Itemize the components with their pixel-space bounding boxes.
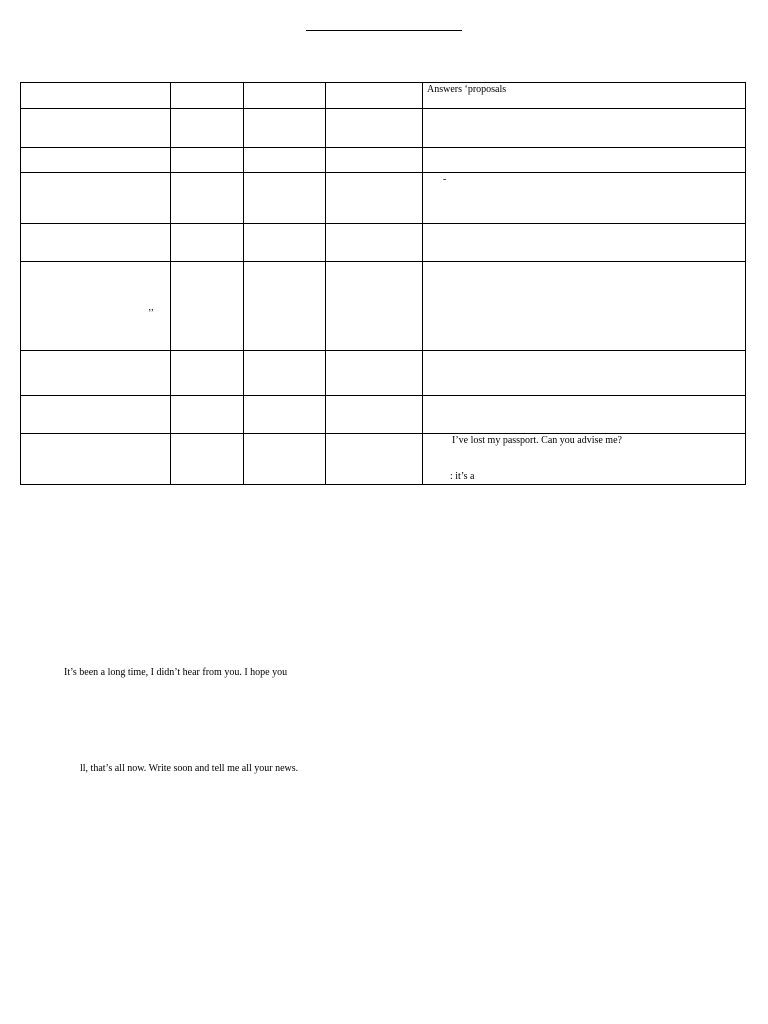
- table-cell: [423, 109, 746, 148]
- table-cell: [244, 434, 326, 485]
- answers-header-cell: [423, 83, 746, 109]
- table-row: [21, 434, 746, 485]
- letter-closing-line: ll, that’s all now. Write soon and tell me all your news.: [80, 763, 299, 774]
- table-cell: [171, 262, 244, 351]
- table-cell: [244, 262, 326, 351]
- table-cell: [423, 396, 746, 434]
- table-cell: [326, 351, 423, 396]
- table-cell: [244, 351, 326, 396]
- table-cell: [21, 262, 171, 351]
- table-cell: [171, 224, 244, 262]
- letter-opening-line: It’s been a long time, I didn’t hear from you. I hope you: [64, 667, 288, 678]
- table-cell: [326, 148, 423, 173]
- quote-mark: ’’: [148, 308, 154, 319]
- table-row: [21, 351, 746, 396]
- table-cell: [171, 109, 244, 148]
- table-cell: [171, 148, 244, 173]
- table-cell: [21, 173, 171, 224]
- table-cell: [326, 109, 423, 148]
- table-cell: [21, 224, 171, 262]
- passport-reply: : it’s a: [450, 471, 475, 482]
- table-cell: [171, 434, 244, 485]
- table-cell: [21, 109, 171, 148]
- table-cell: [244, 109, 326, 148]
- table-cell: [244, 173, 326, 224]
- table-cell: [244, 224, 326, 262]
- table-row: [21, 148, 746, 173]
- table-cell: [171, 83, 244, 109]
- table-cell: [244, 396, 326, 434]
- table-row: [21, 396, 746, 434]
- dash-mark: -: [443, 174, 447, 185]
- table-cell: [326, 173, 423, 224]
- table-cell: [21, 148, 171, 173]
- table-row: [21, 109, 746, 148]
- table-row: [21, 173, 746, 224]
- table-cell: [423, 351, 746, 396]
- table-cell: [326, 224, 423, 262]
- table-cell: [21, 83, 171, 109]
- table-cell: [423, 434, 746, 485]
- table-cell: [171, 351, 244, 396]
- table-row: [21, 224, 746, 262]
- table-cell: [326, 83, 423, 109]
- table-cell: [423, 262, 746, 351]
- table-cell: [244, 148, 326, 173]
- table-cell: [171, 396, 244, 434]
- table-cell: [326, 434, 423, 485]
- table-row: [21, 262, 746, 351]
- worksheet-table: [20, 82, 746, 485]
- table-cell: [21, 434, 171, 485]
- title-underline: [306, 30, 462, 31]
- table-cell: [326, 262, 423, 351]
- table-cell: [244, 83, 326, 109]
- table-cell: [423, 148, 746, 173]
- passport-question: I’ve lost my passport. Can you advise me?: [452, 435, 622, 446]
- table-cell: [423, 173, 746, 224]
- table-cell: [171, 173, 244, 224]
- table-cell: [21, 351, 171, 396]
- table-row: [21, 83, 746, 109]
- table-cell: [423, 224, 746, 262]
- table-cell: [21, 396, 171, 434]
- table-cell: [326, 396, 423, 434]
- answers-header: Answers ‘proposals: [427, 84, 507, 95]
